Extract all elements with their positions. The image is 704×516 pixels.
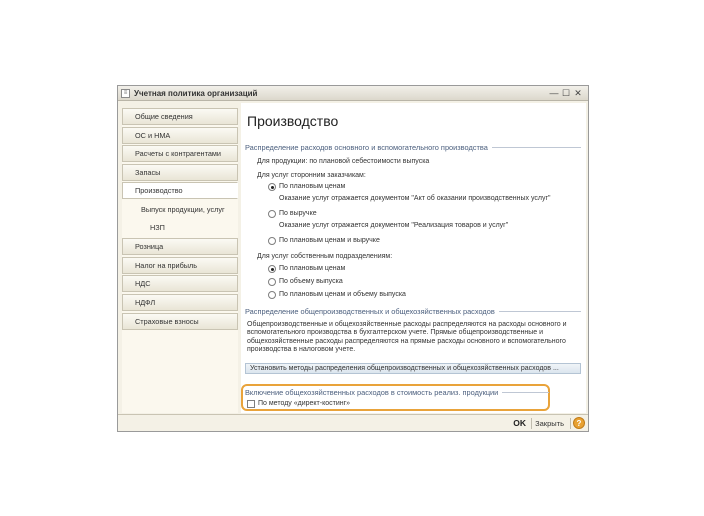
sidebar-item-inventory[interactable]: Запасы (122, 164, 238, 181)
window-controls (548, 87, 584, 99)
sidebar-item-general[interactable]: Общие сведения (122, 108, 238, 125)
radio-own-volume-label[interactable]: По объему выпуска (279, 278, 343, 285)
sidebar-item-pit[interactable]: НДФЛ (122, 294, 238, 311)
ok-button[interactable]: OK (513, 418, 526, 428)
radio-third-party-planned-label[interactable]: По плановым ценам (279, 183, 346, 190)
minimize-icon[interactable]: — (549, 88, 559, 98)
radio-own-planned-volume[interactable] (268, 291, 276, 299)
section-overhead-title: Распределение общепроизводственных и общехозяйственных расходов (245, 306, 495, 316)
section-direct-costing (245, 387, 549, 397)
third-party-planned-note: Оказание услуг отражается документом "Акт об оказании производственных услуг" (279, 195, 551, 202)
close-icon[interactable]: ✕ (574, 88, 582, 98)
title-bar[interactable] (118, 86, 588, 101)
sidebar (122, 108, 238, 413)
radio-own-planned[interactable] (268, 265, 276, 273)
sidebar-item-wip[interactable]: НЗП (150, 223, 165, 232)
radio-third-party-planned-revenue-label[interactable]: По плановым ценам и выручке (279, 237, 380, 244)
radio-own-volume[interactable] (268, 278, 276, 286)
app-icon: ≡ (121, 89, 130, 98)
third-party-label: Для услуг сторонним заказчикам: (257, 172, 366, 179)
section-cost-distribution (245, 142, 581, 152)
sidebar-item-vat[interactable]: НДС (122, 275, 238, 292)
direct-costing-label[interactable]: По методу «директ-костинг» (258, 400, 351, 407)
sidebar-item-retail[interactable]: Розница (122, 238, 238, 255)
section-divider (502, 392, 549, 393)
sidebar-item-insurance[interactable]: Страховые взносы (122, 313, 238, 330)
close-button[interactable]: Закрыть (535, 419, 564, 428)
content-panel (241, 103, 586, 413)
sidebar-item-profit-tax[interactable]: Налог на прибыль (122, 257, 238, 274)
divider (570, 418, 571, 429)
third-party-revenue-note: Оказание услуг отражается документом "Реализация товаров и услуг" (279, 222, 509, 229)
maximize-icon[interactable]: ☐ (561, 88, 571, 98)
bottom-bar (118, 414, 588, 431)
radio-own-planned-volume-label[interactable]: По плановым ценам и объему выпуска (279, 291, 406, 298)
section-divider (499, 311, 581, 312)
page-title: Производство (247, 113, 339, 129)
section-cost-distribution-title: Распределение расходов основного и вспомогательного производства (245, 142, 488, 152)
direct-costing-checkbox[interactable] (247, 400, 255, 408)
sidebar-item-fixed-assets[interactable]: ОС и НМА (122, 127, 238, 144)
radio-third-party-revenue[interactable] (268, 210, 276, 218)
radio-third-party-planned[interactable] (268, 183, 276, 191)
radio-third-party-revenue-label[interactable]: По выручке (279, 210, 317, 217)
help-icon[interactable]: ? (573, 417, 585, 429)
sidebar-item-output[interactable]: Выпуск продукции, услуг (141, 205, 225, 214)
set-distribution-methods-button[interactable]: Установить методы распределения общепроизводственных и общехозяйственных расходов ... (245, 363, 581, 374)
section-divider (492, 147, 581, 148)
section-overhead-distribution (245, 306, 581, 316)
divider (531, 418, 532, 429)
sidebar-item-production[interactable]: Производство (122, 182, 238, 199)
section-direct-costing-title: Включение общехозяйственных расходов в стоимость реализ. продукции (245, 387, 499, 397)
overhead-description: Общепроизводственные и общехозяйственные расходы распределяются на расходы основного и вспомогательного производства в бухгалтерском учете. Прямые общепроизводственные и общехозяйственные расходы распределяются на прямые расходы основного и вспомогательного производства в налоговом учете. (247, 321, 567, 354)
own-divisions-label: Для услуг собственным подразделениям: (257, 253, 393, 260)
radio-own-planned-label[interactable]: По плановым ценам (279, 265, 346, 272)
radio-third-party-planned-revenue[interactable] (268, 237, 276, 245)
policy-window (117, 85, 589, 432)
window-title: Учетная политика организаций (134, 88, 258, 98)
sidebar-item-counterparties[interactable]: Расчеты с контрагентами (122, 145, 238, 162)
products-text: Для продукции: по плановой себестоимости выпуска (257, 158, 430, 165)
